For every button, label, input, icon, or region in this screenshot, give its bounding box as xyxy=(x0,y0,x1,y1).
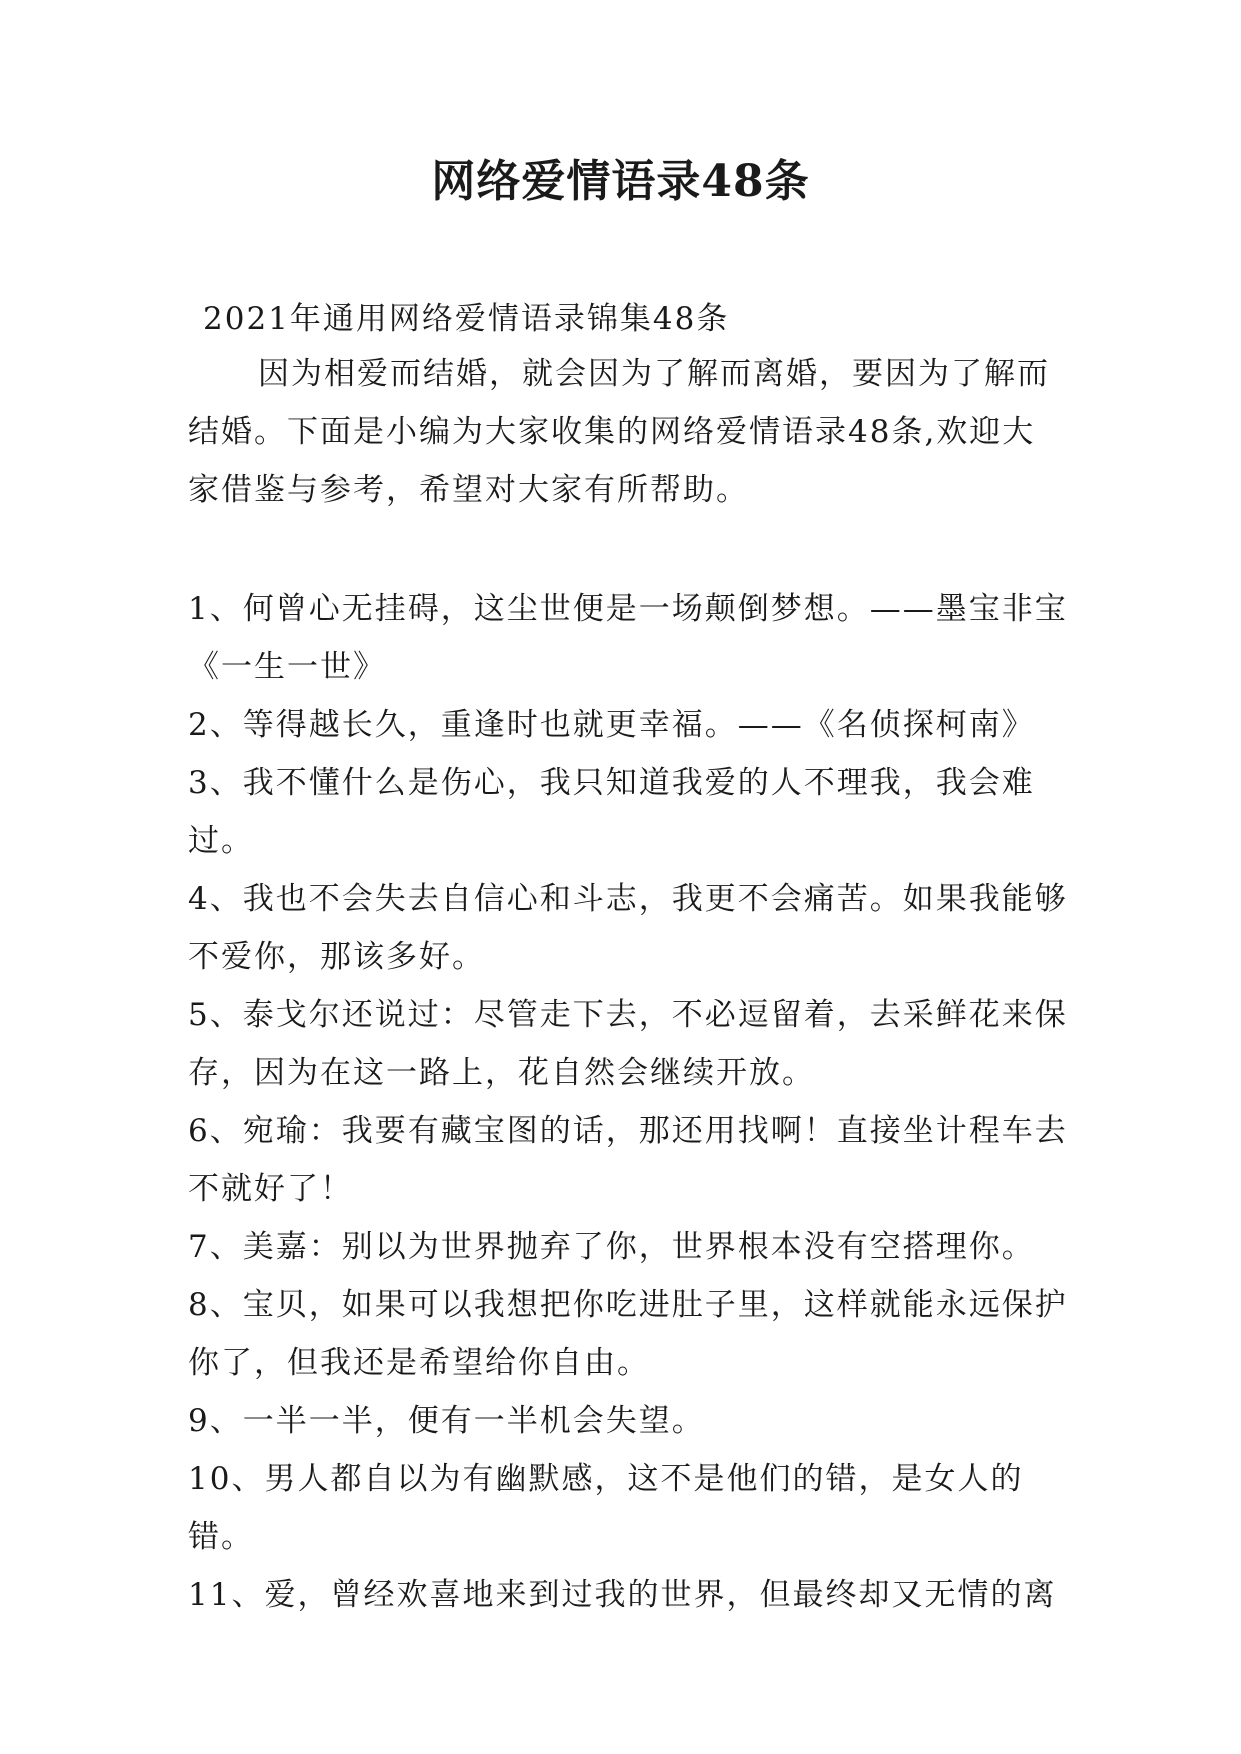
quote-item: 8、宝贝，如果可以我想把你吃进肚子里，这样就能永远保护你了，但我还是希望给你自由。 xyxy=(188,1287,1068,1381)
document-title: 网络爱情语录48条 xyxy=(431,156,810,207)
quote-item: 11、爱，曾经欢喜地来到过我的世界，但最终却又无情的离 xyxy=(188,1577,1057,1613)
quote-item: 1、何曾心无挂碍，这尘世便是一场颠倒梦想。——墨宝非宝《一生一世》 xyxy=(188,591,1068,685)
quote-item: 7、美嘉：别以为世界抛弃了你，世界根本没有空搭理你。 xyxy=(188,1229,1035,1265)
quote-item: 4、我也不会失去自信心和斗志，我更不会痛苦。如果我能够不爱你，那该多好。 xyxy=(188,881,1068,975)
quote-item: 9、一半一半，便有一半机会失望。 xyxy=(188,1403,705,1439)
document-subtitle: 2021年通用网络爱情语录锦集48条 xyxy=(203,301,730,337)
quote-item: 6、宛瑜：我要有藏宝图的话，那还用找啊！直接坐计程车去不就好了！ xyxy=(188,1113,1068,1207)
quote-list xyxy=(188,580,1068,1624)
quote-item: 10、男人都自以为有幽默感，这不是他们的错，是女人的错。 xyxy=(188,1461,1024,1555)
quote-item: 3、我不懂什么是伤心，我只知道我爱的人不理我，我会难过。 xyxy=(188,765,1035,859)
quote-item: 2、等得越长久，重逢时也就更幸福。——《名侦探柯南》 xyxy=(188,707,1035,743)
intro-paragraph: 因为相爱而结婚，就会因为了解而离婚，要因为了解而结婚。下面是小编为大家收集的网络爱情语录48条,欢迎大家借鉴与参考，希望对大家有所帮助。 xyxy=(188,356,1050,508)
quote-item: 5、泰戈尔还说过：尽管走下去，不必逗留着，去采鲜花来保存，因为在这一路上，花自然会继续开放。 xyxy=(188,997,1068,1091)
